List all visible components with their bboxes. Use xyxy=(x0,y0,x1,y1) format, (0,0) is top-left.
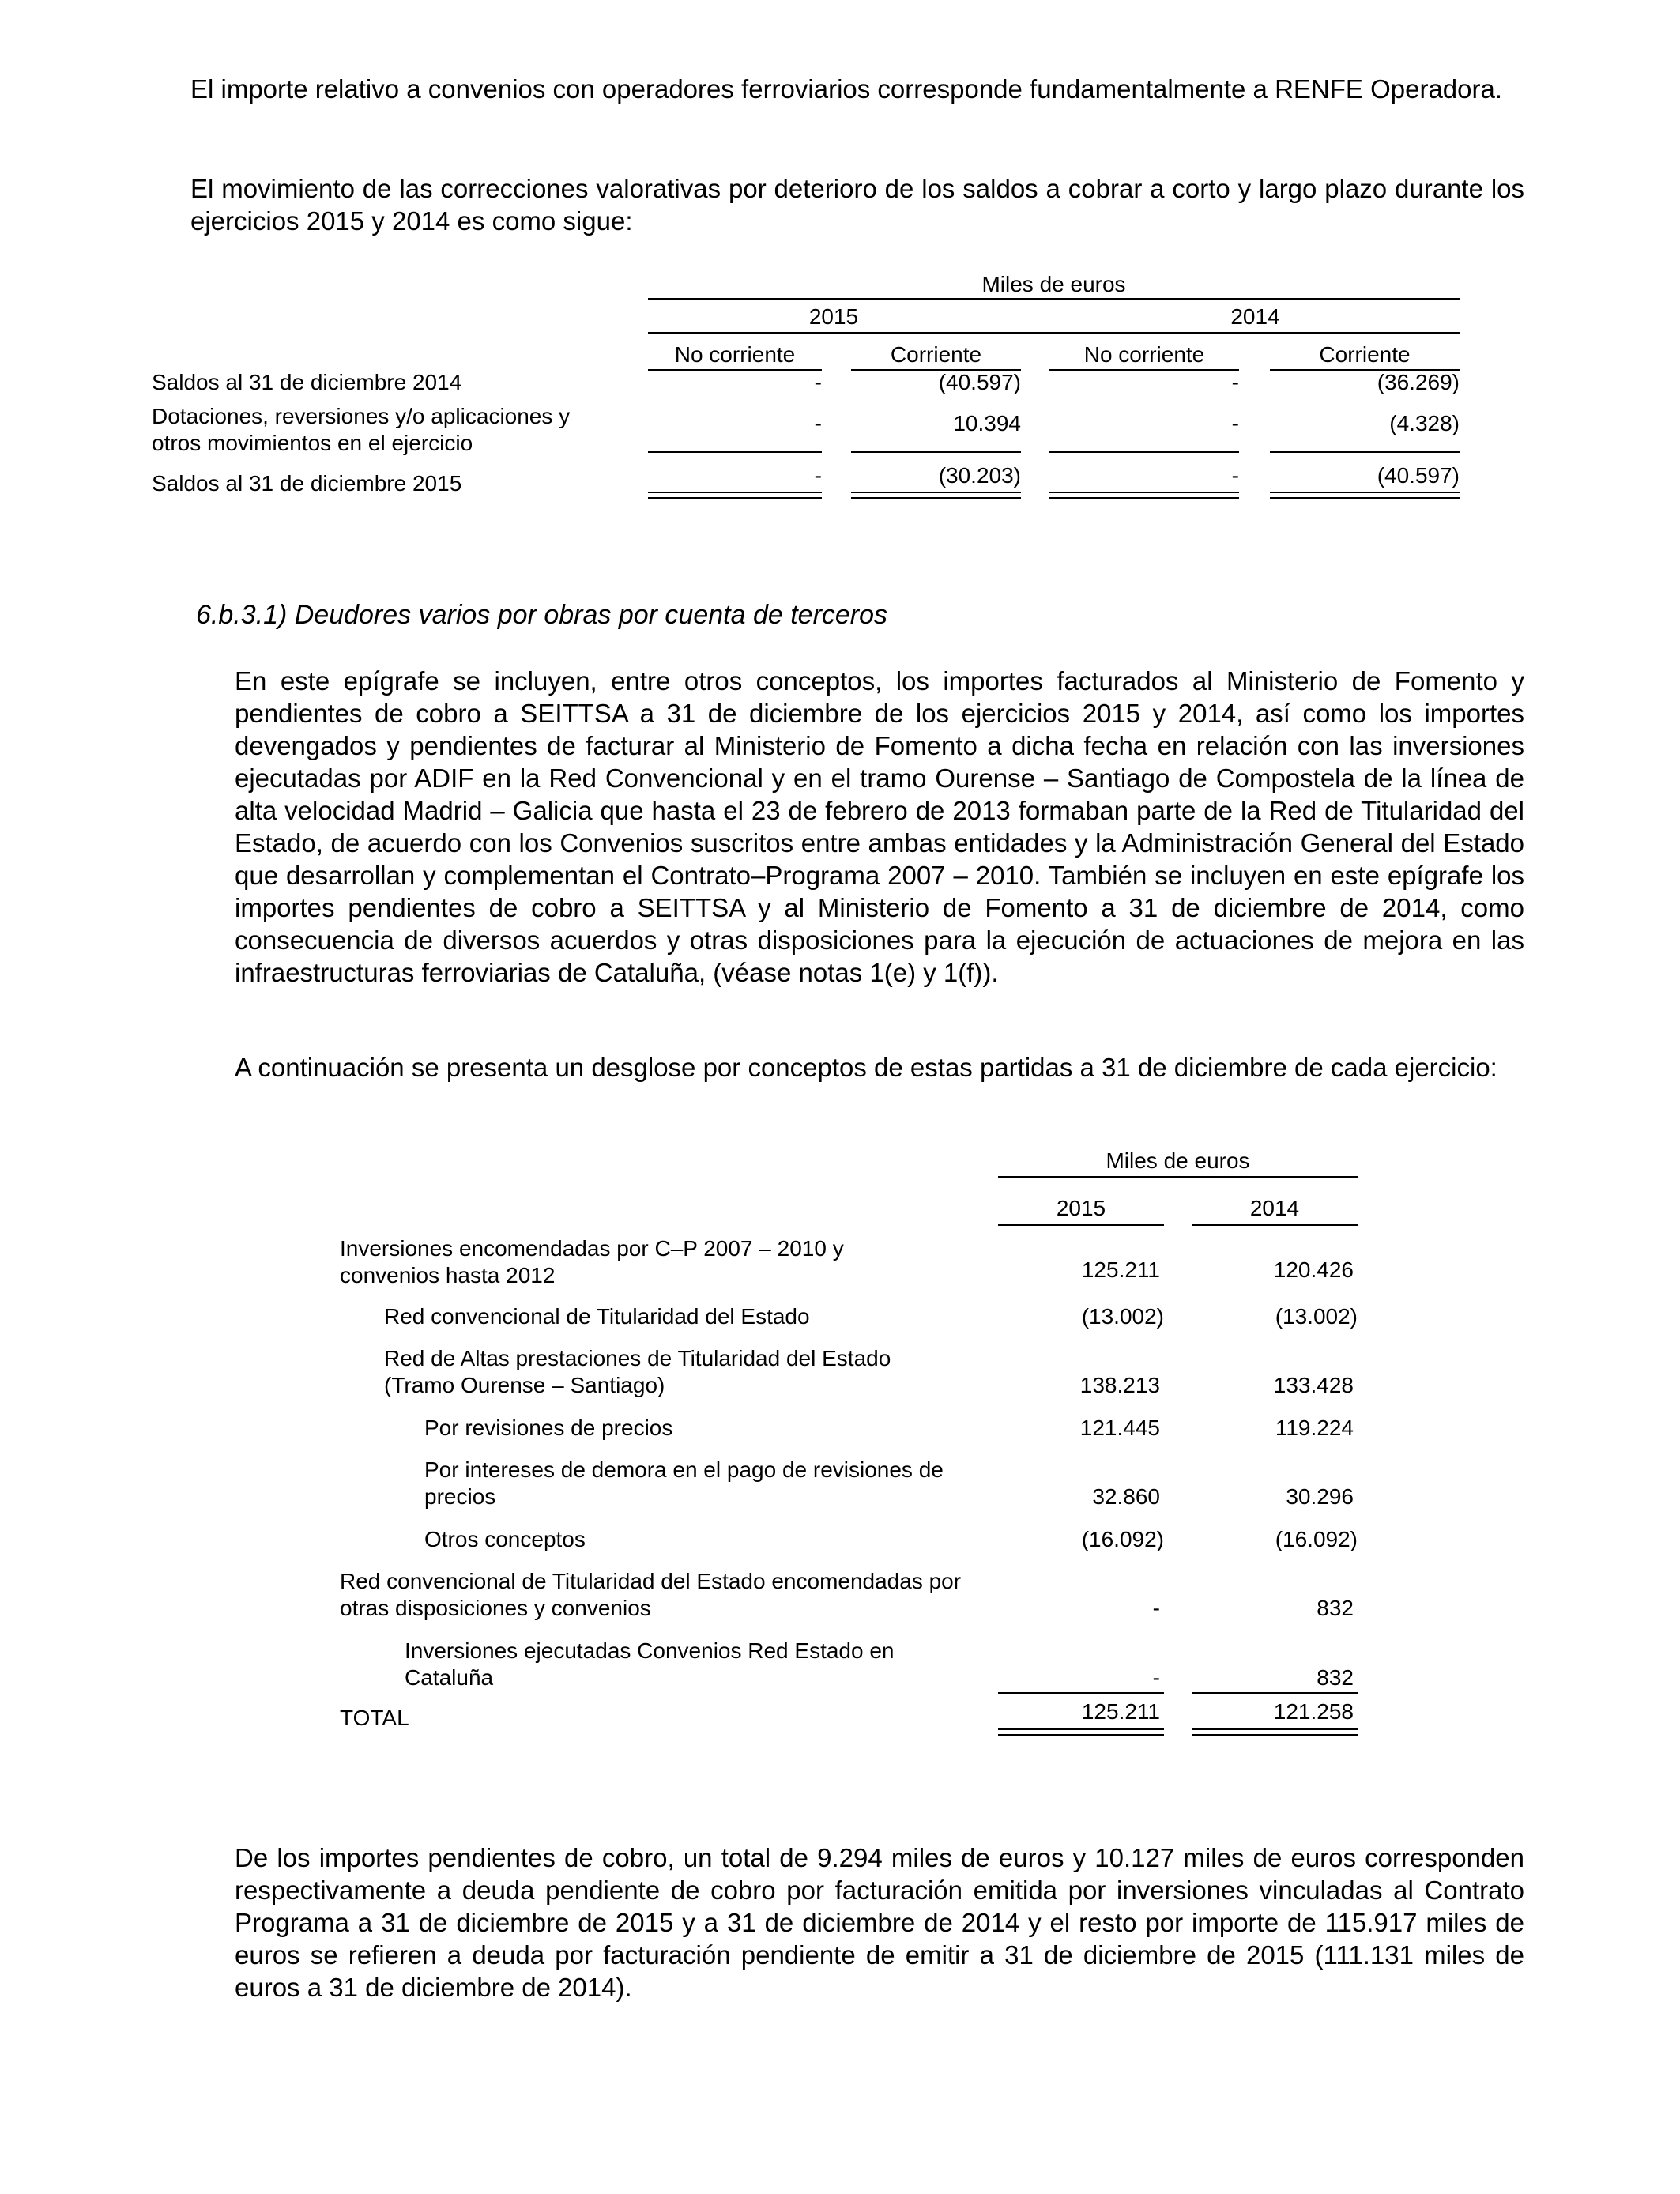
table2-cell: 125.211 xyxy=(1081,1257,1160,1282)
table1-col-2014-current: Corriente xyxy=(1319,342,1411,367)
section-paragraph-description: En este epígrafe se incluyen, entre otros conceptos, los importes facturados al Ministerio de Fomento y pendientes de cobro a SEITTSA a 31 de diciembre de los ejercicios 2015 y 2014, así como los importes devengados y pendientes de facturar al Ministerio de Fomento a dicha fecha en relación con las inversiones ejecutadas por ADIF en la Red Convencional y en el tramo Ourense – Santiago de Compostela de la línea de alta velocidad Madrid – Galicia que hasta el 23 de febrero de 2013 formaban parte de la Red de Titularidad del Estado, de acuerdo con los Convenios suscritos entre ambas entidades y la Administración General del Estado que desarrollan y complementan el Contrato–Programa 2007 – 2010. También se incluyen en este epígrafe los importes pendientes de cobro a SEITTSA y al Ministerio de Fomento a 31 de diciembre de 2014, como consecuencia de diversos acuerdos y otras disposiciones para la ejecución de actuaciones de mejora en las infraestructuras ferroviarias de Cataluña, (véase notas 1(e) y 1(f)). xyxy=(235,666,1524,987)
table1-subtotal-rule xyxy=(1270,451,1460,453)
table1-row-label: Saldos al 31 de diciembre 2015 xyxy=(152,471,462,496)
table1-row-label: Saldos al 31 de diciembre 2014 xyxy=(152,370,462,394)
table2-year-2015: 2015 xyxy=(1056,1196,1106,1220)
table2-row-label: Otros conceptos xyxy=(424,1527,586,1551)
table1-col-2015-noncurrent: No corriente xyxy=(674,342,796,367)
table1-subtotal-rule xyxy=(648,451,822,453)
table2-total-double-rule xyxy=(998,1728,1164,1736)
table1-cell: (40.597) xyxy=(1377,463,1460,488)
table2-cell: 832 xyxy=(1317,1665,1354,1690)
table2-cell: (16.092) xyxy=(1275,1527,1358,1551)
table1-cell: (30.203) xyxy=(938,463,1021,488)
table1-unit-rule xyxy=(648,298,1460,300)
table1-cell: - xyxy=(1231,370,1239,394)
table2-row-label: Inversiones encomendadas por C–P 2007 – 2010 y convenios hasta 2012 xyxy=(340,1236,844,1287)
table2-year-2014: 2014 xyxy=(1249,1196,1300,1220)
intro-paragraph-renfe: El importe relativo a convenios con operadores ferroviarios corresponde fundamentalmente a RENFE Operadora. xyxy=(190,74,1503,104)
table2-cell: 120.426 xyxy=(1273,1257,1354,1282)
table1-cell: (40.597) xyxy=(938,370,1021,394)
table1-cell: (36.269) xyxy=(1377,370,1460,394)
table2-total-double-rule xyxy=(1192,1728,1358,1736)
table2-subtotal-rule xyxy=(998,1692,1164,1694)
table2-cell: 32.860 xyxy=(1092,1484,1160,1509)
table2-row-label: Inversiones ejecutadas Convenios Red Estado en Cataluña xyxy=(405,1638,895,1690)
table1-total-double-rule xyxy=(1270,492,1460,499)
table2-cell: - xyxy=(1152,1596,1160,1620)
table2-row-label: Por intereses de demora en el pago de revisiones de precios xyxy=(424,1457,944,1509)
table1-cell: - xyxy=(1231,463,1239,488)
table1-cell: - xyxy=(814,370,822,394)
table1-cell: - xyxy=(814,463,822,488)
table2-cell: (13.002) xyxy=(1081,1304,1164,1329)
table2-row-label: Red convencional de Titularidad del Estado encomendadas por otras disposiciones y convenios xyxy=(340,1569,962,1620)
table1-unit-header: Miles de euros xyxy=(981,272,1126,296)
table2-year-rule xyxy=(998,1224,1164,1226)
section-paragraph-breakdown-intro: A continuación se presenta un desglose por conceptos de estas partidas a 31 de diciembre de cada ejercicio: xyxy=(235,1053,1497,1082)
table1-year-rule xyxy=(648,332,1460,334)
table1-subtotal-rule xyxy=(851,451,1021,453)
table2-total-label: TOTAL xyxy=(340,1706,409,1730)
table2-row-label: Por revisiones de precios xyxy=(424,1416,673,1440)
section-heading: 6.b.3.1) Deudores varios por obras por cuenta de terceros xyxy=(196,600,888,630)
table2-row-label: Red convencional de Titularidad del Estado xyxy=(384,1304,810,1329)
closing-paragraph: De los importes pendientes de cobro, un total de 9.294 miles de euros y 10.127 miles de euros corresponden respectivamente a deuda pendiente de cobro por facturación emitida por inversiones vinculadas al Contrato Programa a 31 de diciembre de 2015 y a 31 de diciembre de 2014 y el resto por importe de 115.917 miles de euros se refieren a deuda por facturación pendiente de emitir a 31 de diciembre de 2015 (111.131 miles de euros a 31 de diciembre de 2014). xyxy=(235,1843,1524,2002)
table1-total-double-rule xyxy=(851,492,1021,499)
table1-cell: 10.394 xyxy=(953,411,1021,435)
table1-total-double-rule xyxy=(648,492,822,499)
table2-cell: (16.092) xyxy=(1081,1527,1164,1551)
table2-row-label: Red de Altas prestaciones de Titularidad del Estado (Tramo Ourense – Santiago) xyxy=(384,1346,891,1397)
intro-paragraph-movement: El movimiento de las correcciones valorativas por deterioro de los saldos a cobrar a corto y largo plazo durante los ejercicios 2015 y 2014 es como sigue: xyxy=(190,174,1524,236)
table2-cell: 138.213 xyxy=(1079,1373,1160,1397)
table1-row-label: Dotaciones, reversiones y/o aplicaciones y otros movimientos en el ejercicio xyxy=(152,404,571,455)
table1-cell: - xyxy=(1231,411,1239,435)
table1-total-double-rule xyxy=(1049,492,1239,499)
table2-year-rule xyxy=(1192,1224,1358,1226)
table2-cell: - xyxy=(1152,1665,1160,1690)
table2-cell: 30.296 xyxy=(1286,1484,1354,1509)
table2-subtotal-rule xyxy=(1192,1692,1358,1694)
table1-subtotal-rule xyxy=(1049,451,1239,453)
table2-unit-header: Miles de euros xyxy=(1106,1148,1250,1173)
table2-cell: 133.428 xyxy=(1273,1373,1354,1397)
table2-cell: 119.224 xyxy=(1275,1416,1354,1440)
table2-cell: (13.002) xyxy=(1275,1304,1358,1329)
table2-total-cell: 125.211 xyxy=(1081,1699,1160,1724)
table1-cell: (4.328) xyxy=(1389,411,1460,435)
table2-cell: 832 xyxy=(1317,1596,1354,1620)
table2-total-cell: 121.258 xyxy=(1273,1699,1354,1724)
table1-cell: - xyxy=(814,411,822,435)
table2-unit-rule xyxy=(998,1176,1358,1178)
table1-year-2014: 2014 xyxy=(1230,304,1280,329)
table2-cell: 121.445 xyxy=(1079,1416,1160,1440)
table1-col-2014-noncurrent: No corriente xyxy=(1083,342,1205,367)
table1-col-2015-current: Corriente xyxy=(890,342,982,367)
table1-year-2015: 2015 xyxy=(808,304,859,329)
